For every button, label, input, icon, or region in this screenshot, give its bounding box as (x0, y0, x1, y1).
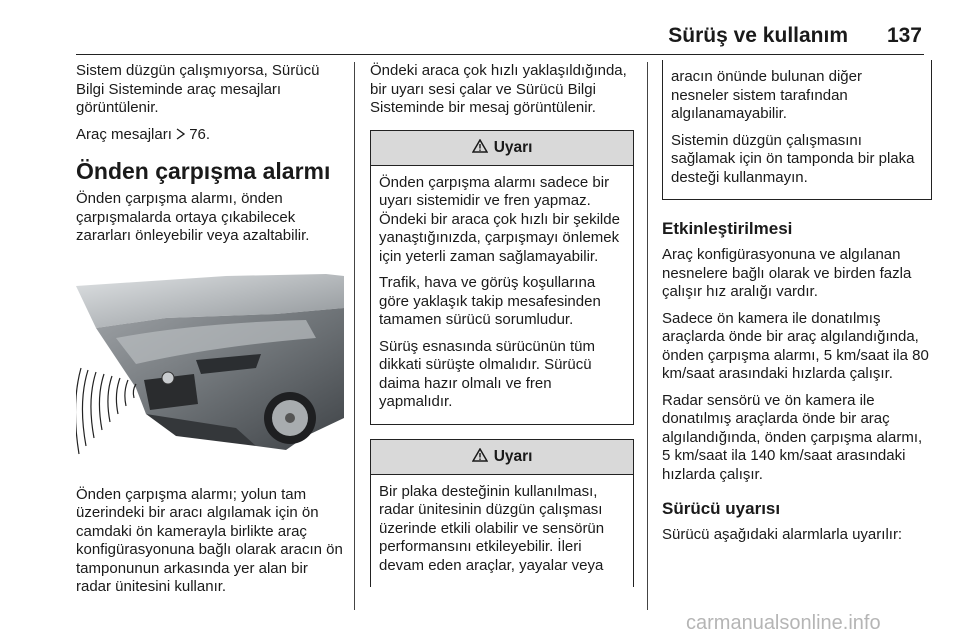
column-2 (370, 62, 634, 587)
subsection-heading: Etkinleştirilmesi (662, 219, 793, 238)
warning-paragraph: Trafik, hava ve görüş koşullarına göre yaklaşık takip mesafesinden tamamen sürücü sorumludur. (379, 274, 601, 328)
paragraph: Sistem düzgün çalışmıyorsa, Sürücü Bilgi Sisteminde araç mesajları görüntülenir. (76, 62, 320, 116)
section-title: Sürüş ve kullanım (668, 24, 848, 47)
page-reference-arrow-icon (176, 126, 189, 143)
warning-body (371, 166, 633, 424)
warning-paragraph: Önden çarpışma alarmı sadece bir uyarı sistemidir ve fren yapmaz. Öndeki bir araca çok hızlı bir şekilde yanaştığınızda, çarpışmayı önlemek için yeterli zaman sağlamayabilir. (379, 173, 620, 265)
paragraph: Araç konfigürasyonuna ve algılanan nesnelere bağlı olarak ve birden fazla çalışır hız aralığı vardır. (662, 246, 912, 300)
column-1 (76, 62, 344, 605)
warning-triangle-icon (472, 448, 492, 465)
reference-text: Araç mesajları (76, 125, 172, 143)
car-radar-illustration (76, 268, 344, 468)
warning-header (371, 440, 633, 475)
warning-paragraph: Sürüş esnasında sürücünün tüm dikkati sürüşte olmalıdır. Sürücü daima hazır olmalı ve fren yapmalıdır. (379, 337, 595, 410)
reference-page: 76. (189, 125, 211, 143)
warning-paragraph: aracın önünde bulunan diğer nesneler sistem tarafından algılanamayabilir. (671, 68, 862, 122)
paragraph: Sadece ön kamera ile donatılmış araçlarda önde bir araç algılandığında, önden çarpışma alarmı, 5 km/saat ila 80 km/saat arasındaki hızlarda çalışır. (662, 309, 929, 382)
warning-title: Uyarı (493, 447, 533, 465)
page-header (0, 0, 960, 56)
warning-paragraph: Bir plaka desteğinin kullanılması, radar ünitesinin düzgün çalışması üzerinde etkili olabilir ve sensörün performansını etkileyebilir. İleri devam eden araçlar, yayalar veya (379, 482, 605, 574)
paragraph: Radar sensörü ve ön kamera ile donatılmış araçlarda önde bir araç algılandığında, önden çarpışma alarmı, 5 km/saat ila 140 km/saat arasındaki hızlarda çalışır. (662, 391, 923, 483)
warning-body (371, 475, 633, 588)
section-heading: Önden çarpışma alarmı (76, 158, 331, 184)
header-divider (76, 54, 924, 55)
warning-box-continued (662, 60, 932, 200)
paragraph-reference (76, 126, 344, 145)
paragraph: Önden çarpışma alarmı, önden çarpışmalarda ortaya çıkabilecek zararları önleyebilir veya azaltabilir. (76, 190, 310, 244)
column-3 (662, 62, 932, 553)
page-number: 137 (886, 24, 922, 47)
warning-title: Uyarı (493, 138, 533, 156)
warning-box-2 (370, 439, 634, 588)
subsection-heading: Sürücü uyarısı (662, 499, 781, 518)
watermark: carmanualsonline.info (686, 612, 881, 634)
column-divider-1 (354, 62, 355, 610)
warning-header (371, 131, 633, 166)
warning-paragraph: Sistemin düzgün çalışmasını sağlamak için ön tamponda bir plaka desteği kullanmayın. (671, 131, 915, 186)
column-divider-2 (647, 62, 648, 610)
warning-triangle-icon (472, 139, 492, 156)
paragraph: Öndeki araca çok hızlı yaklaşıldığında, bir uyarı sesi çalar ve Sürücü Bilgi Sisteminde bir mesaj görüntülenir. (370, 62, 627, 116)
paragraph: Önden çarpışma alarmı; yolun tam üzerindeki bir aracı algılamak için ön camdaki ön kamerayla birlikte araç konfigürasyonuna bağlı olarak aracın ön tamponunun arkasında yer alan bir radar ünitesini kullanır. (76, 485, 343, 595)
warning-box-1 (370, 130, 634, 425)
paragraph: Sürücü aşağıdaki alarmlarla uyarılır: (662, 526, 903, 543)
warning-body (663, 60, 931, 199)
